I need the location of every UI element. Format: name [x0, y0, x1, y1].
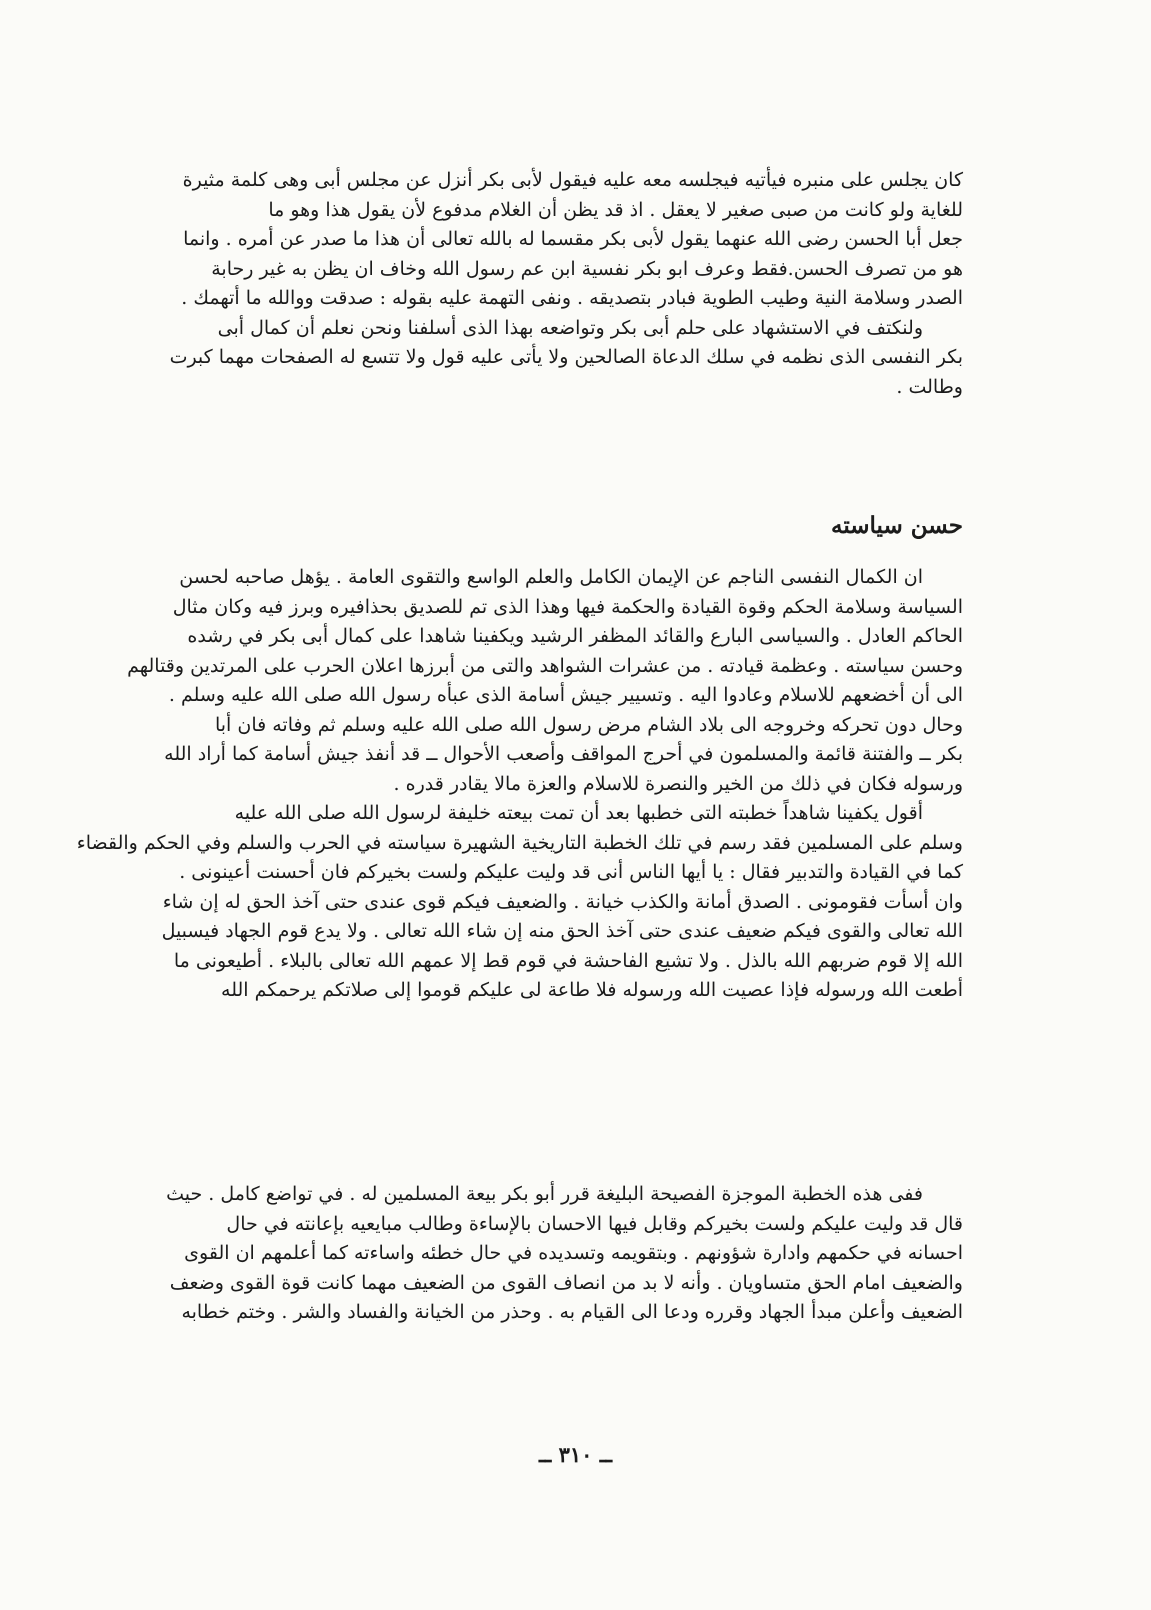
text-line: وحال دون تحركه وخروجه الى بلاد الشام مرض رسول الله صلى الله عليه وسلم ثم وفاته فان أبا — [214, 713, 963, 736]
text-line: قال قد وليت عليكم ولست بخيركم وقابل فيها الاحسان بالإساءة وطالب مبايعيه بإعانته في حال — [226, 1212, 963, 1235]
section-heading: حسن سياسته — [830, 512, 963, 539]
text-line: كما في القيادة والتدبير فقال : يا أيها الناس أنى قد وليت عليكم ولست بخيركم فان أحسنت أعينونى . — [179, 861, 963, 883]
text-line: ورسوله فكان في ذلك من الخير والنصرة للاسلام والعزة مالا يقادر قدره . — [393, 772, 963, 795]
text-line: ففى هذه الخطبة الموجزة الفصيحة البليغة قرر أبو بكر بيعة المسلمين له . في تواضع كامل . حيث — [166, 1183, 923, 1205]
text-line: بكر ــ والفتنة قائمة والمسلمون في أحرج المواقف وأصعب الأحوال ــ قد أنفذ جيش أسامة كما أراد الله — [164, 743, 963, 765]
text-line: وان أسأت فقومونى . الصدق أمانة والكذب خيانة . والضعيف فيكم قوى عندى حتى آخذ الحق له إن شاء — [162, 890, 963, 913]
text-line: أقول يكفينا شاهداً خطبته التى خطبها بعد أن تمت بيعته خليفة لرسول الله صلى الله عليه — [234, 802, 923, 824]
text-block-top — [169, 166, 963, 402]
text-line: وسلم على المسلمين فقد رسم في تلك الخطبة التاريخية الشهيرة سياسته في الحرب والسلم وفي الحكم والقضاء — [76, 831, 963, 854]
text-line: بكر النفسى الذى نظمه في سلك الدعاة الصالحين ولا يأتى عليه قول ولا تتسع له الصفحات مهما كبرت — [169, 346, 963, 368]
text-line: ان الكمال النفسى الناجم عن الإيمان الكامل والعلم الواسع والتقوى العامة . يؤهل صاحبه لحسن — [179, 566, 923, 588]
text-line: وحسن سياسته . وعظمة قيادته . من عشرات الشواهد والتى من أبرزها اعلان الحرب على المرتدين وقتالهم — [127, 654, 963, 677]
text-line: وطالت . — [896, 375, 963, 398]
text-line: الصدر وسلامة النية وطيب الطوية فبادر بتصديقه . ونفى التهمة عليه بقوله : صدقت ووالله ما أتهمك . — [181, 287, 963, 309]
text-line: الحاكم العادل . والسياسى البارع والقائد المظفر الرشيد ويكفينا شاهدا على كمال أبى بكر في رشده — [187, 625, 963, 647]
text-block-bottom — [166, 1180, 963, 1328]
text-line: ولنكتف في الاستشهاد على حلم أبى بكر وتواضعه بهذا الذى أسلفنا ونحن نعلم أن كمال أبى — [217, 316, 923, 339]
text-line: الله تعالى والقوى فيكم ضعيف عندى حتى آخذ الحق منه إن شاء الله تعالى . ولا يدع قوم الجهاد فيسبيل — [161, 920, 963, 942]
text-line: احسانه في حكمهم وادارة شؤونهم . وبتقويمه وتسديده في حال خطئه واساءته كما أعلمهم ان القوى — [184, 1242, 963, 1264]
text-line: الى أن أخضعهم للاسلام وعادوا اليه . وتسيير جيش أسامة الذى عبأه رسول الله صلى الله عليه وسلم . — [168, 684, 963, 706]
text-line: هو من تصرف الحسن.فقط وعرف ابو بكر نفسية ابن عم رسول الله وخاف ان يظن به غير رحابة — [211, 257, 963, 280]
text-line: والضعيف امام الحق متساويان . وأنه لا بد من انصاف القوى من الضعيف مهما كانت قوة القوى وضعف — [169, 1271, 963, 1294]
text-block-middle — [76, 563, 963, 1006]
text-line: كان يجلس على منبره فيأتيه فيجلسه معه عليه فيقول لأبى بكر أنزل عن مجلس أبى وهى كلمة مثيرة — [182, 169, 963, 191]
text-line: أطعت الله ورسوله فإذا عصيت الله ورسوله فلا طاعة لى عليكم قوموا إلى صلاتكم يرحمكم الله — [221, 979, 963, 1001]
page-number: ــ ٣١٠ ــ — [538, 1442, 613, 1467]
text-line: للغاية ولو كانت من صبى صغير لا يعقل . اذ قد يظن أن الغلام مدفوع لأن يقول هذا وهو ما — [268, 198, 963, 221]
text-line: السياسة وسلامة الحكم وقوة القيادة والحكمة فيها وهذا الذى تم للصديق بحذافيره وبرز فيه وكان مثال — [172, 595, 963, 618]
text-line: جعل أبا الحسن رضى الله عنهما يقول لأبى بكر مقسما له بالله تعالى أن هذا ما صدر عن أمره . وانما — [183, 228, 963, 250]
text-line: الضعيف وأعلن مبدأ الجهاد وقرره ودعا الى القيام به . وحذر من الخيانة والفساد والشر . وختم خطابه — [181, 1301, 963, 1323]
text-line: الله إلا قوم ضربهم الله بالذل . ولا تشيع الفاحشة في قوم قط إلا عمهم الله تعالى بالبلاء . أطيعونى ما — [173, 949, 963, 972]
